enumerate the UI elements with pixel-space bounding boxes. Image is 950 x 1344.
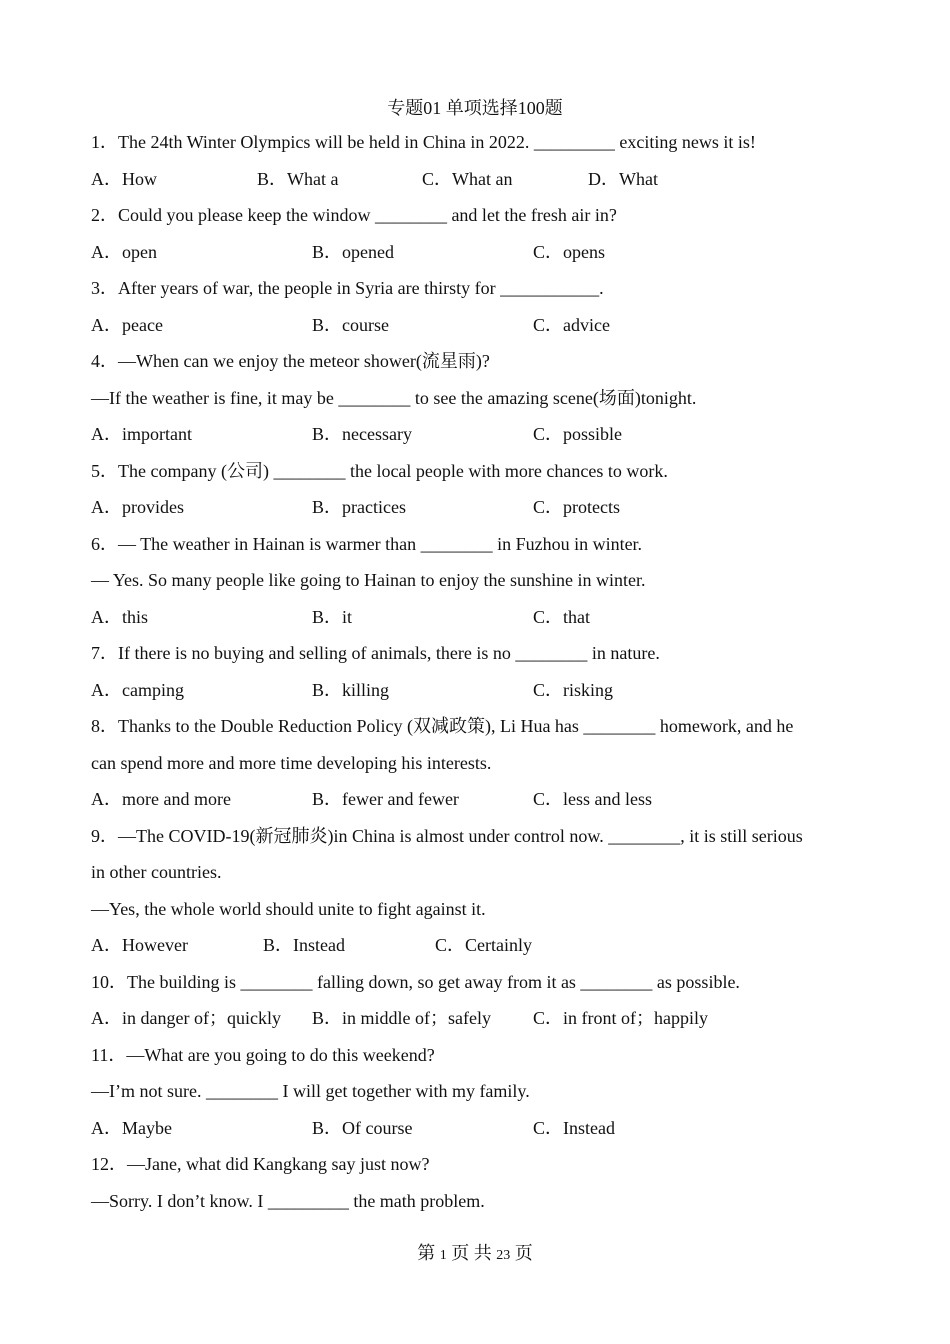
options-row	[91, 489, 861, 526]
question-item	[91, 526, 861, 636]
options-row	[91, 781, 861, 818]
answer-option[interactable]: C．possible	[533, 424, 623, 444]
page-title: 专题01 单项选择100题	[387, 98, 563, 118]
question-text: 3．After years of war, the people in Syria are thirsty for ___________.	[91, 278, 604, 298]
question-text: 12．—Jane, what did Kangkang say just now?	[91, 1154, 430, 1174]
answer-option[interactable]: C．Instead	[533, 1117, 615, 1138]
question-text: in other countries.	[91, 862, 222, 882]
question-text: 10．The building is ________ falling down, so get away from it as ________ as possible.	[91, 971, 740, 992]
question-text: 11．—What are you going to do this weekend?	[91, 1044, 435, 1065]
question-item	[91, 818, 861, 964]
question-list	[91, 124, 861, 1219]
answer-option[interactable]: A．this	[91, 606, 149, 627]
question-text: 8．Thanks to the Double Reduction Policy (双减政策), Li Hua has ________ homework, and he	[91, 716, 794, 736]
answer-option[interactable]: C．advice	[533, 314, 610, 335]
answer-option[interactable]: C．protects	[533, 497, 620, 517]
answer-option[interactable]: C．What an	[422, 168, 513, 189]
footer-label-ye: 页	[514, 1243, 533, 1263]
question-text: can spend more and more time developing his interests.	[91, 752, 492, 773]
question-text: 4．—When can we enjoy the meteor shower(流星雨)?	[91, 351, 490, 371]
answer-option[interactable]: B．practices	[312, 497, 406, 517]
question-item	[91, 124, 861, 197]
options-row	[91, 307, 861, 344]
question-item	[91, 1146, 861, 1219]
answer-option[interactable]: C．that	[533, 606, 590, 627]
answer-option[interactable]: A．in danger of；quickly	[91, 1008, 281, 1028]
answer-option[interactable]: B．Of course	[312, 1117, 413, 1138]
question-item	[91, 964, 861, 1037]
answer-option[interactable]: B．it	[312, 606, 353, 627]
question-item	[91, 197, 861, 270]
question-text: —Sorry. I don’t know. I _________ the math problem.	[91, 1190, 485, 1211]
footer-total-pages: 23	[496, 1248, 511, 1263]
answer-option[interactable]: B．necessary	[312, 424, 412, 444]
answer-option[interactable]: A．open	[91, 241, 157, 262]
question-text: — Yes. So many people like going to Hainan to enjoy the sunshine in winter.	[91, 570, 646, 590]
options-row	[91, 1000, 861, 1037]
answer-option[interactable]: B．fewer and fewer	[312, 789, 459, 809]
question-text: 7．If there is no buying and selling of animals, there is no ________ in nature.	[91, 643, 660, 663]
answer-option[interactable]: C．less and less	[533, 789, 652, 809]
answer-option[interactable]: A．provides	[91, 497, 184, 517]
options-row	[91, 161, 861, 198]
question-text: 1．The 24th Winter Olympics will be held in China in 2022. _________ exciting news it is!	[91, 132, 756, 152]
answer-option[interactable]: A．important	[91, 424, 192, 444]
question-item	[91, 343, 861, 453]
answer-option[interactable]: B．course	[312, 314, 389, 335]
footer-label-di: 第	[417, 1243, 436, 1263]
answer-option[interactable]: A．peace	[91, 314, 163, 335]
options-row	[91, 416, 861, 453]
options-row	[91, 234, 861, 271]
answer-option[interactable]: A．However	[91, 935, 188, 955]
question-text: 5．The company (公司) ________ the local people with more chances to work.	[91, 460, 668, 481]
page-footer	[0, 1239, 950, 1265]
options-row	[91, 1110, 861, 1147]
answer-option[interactable]: A．more and more	[91, 789, 231, 809]
question-text: —Yes, the whole world should unite to fight against it.	[91, 898, 486, 919]
options-row	[91, 599, 861, 636]
options-row	[91, 927, 861, 964]
answer-option[interactable]: A．How	[91, 168, 157, 189]
question-item	[91, 1037, 861, 1147]
answer-option[interactable]: B．opened	[312, 241, 394, 262]
question-text: 2．Could you please keep the window ________ and let the fresh air in?	[91, 205, 617, 225]
answer-option[interactable]: C．risking	[533, 679, 614, 700]
question-item	[91, 453, 861, 526]
question-item	[91, 270, 861, 343]
answer-option[interactable]: D．What	[588, 168, 658, 189]
question-text: 6．— The weather in Hainan is warmer than ________ in Fuzhou in winter.	[91, 533, 643, 554]
answer-option[interactable]: B．What a	[257, 168, 339, 189]
answer-option[interactable]: B．Instead	[263, 935, 345, 955]
question-text: 9．—The COVID-19(新冠肺炎)in China is almost under control now. ________, it is still serious	[91, 825, 803, 846]
footer-page-number: 1	[439, 1248, 447, 1263]
answer-option[interactable]: C．in front of；happily	[533, 1008, 708, 1028]
question-text: —I’m not sure. ________ I will get together with my family.	[91, 1081, 530, 1101]
footer-label-middle: 页 共	[451, 1243, 492, 1263]
options-row	[91, 672, 861, 709]
answer-option[interactable]: C．Certainly	[435, 935, 532, 955]
question-text: —If the weather is fine, it may be ________ to see the amazing scene(场面)tonight.	[91, 387, 697, 408]
answer-option[interactable]: C．opens	[533, 241, 605, 262]
question-item	[91, 635, 861, 708]
answer-option[interactable]: B．killing	[312, 679, 390, 700]
answer-option[interactable]: A．Maybe	[91, 1117, 172, 1138]
answer-option[interactable]: B．in middle of；safely	[312, 1008, 491, 1028]
answer-option[interactable]: A．camping	[91, 679, 184, 700]
question-item	[91, 708, 861, 818]
